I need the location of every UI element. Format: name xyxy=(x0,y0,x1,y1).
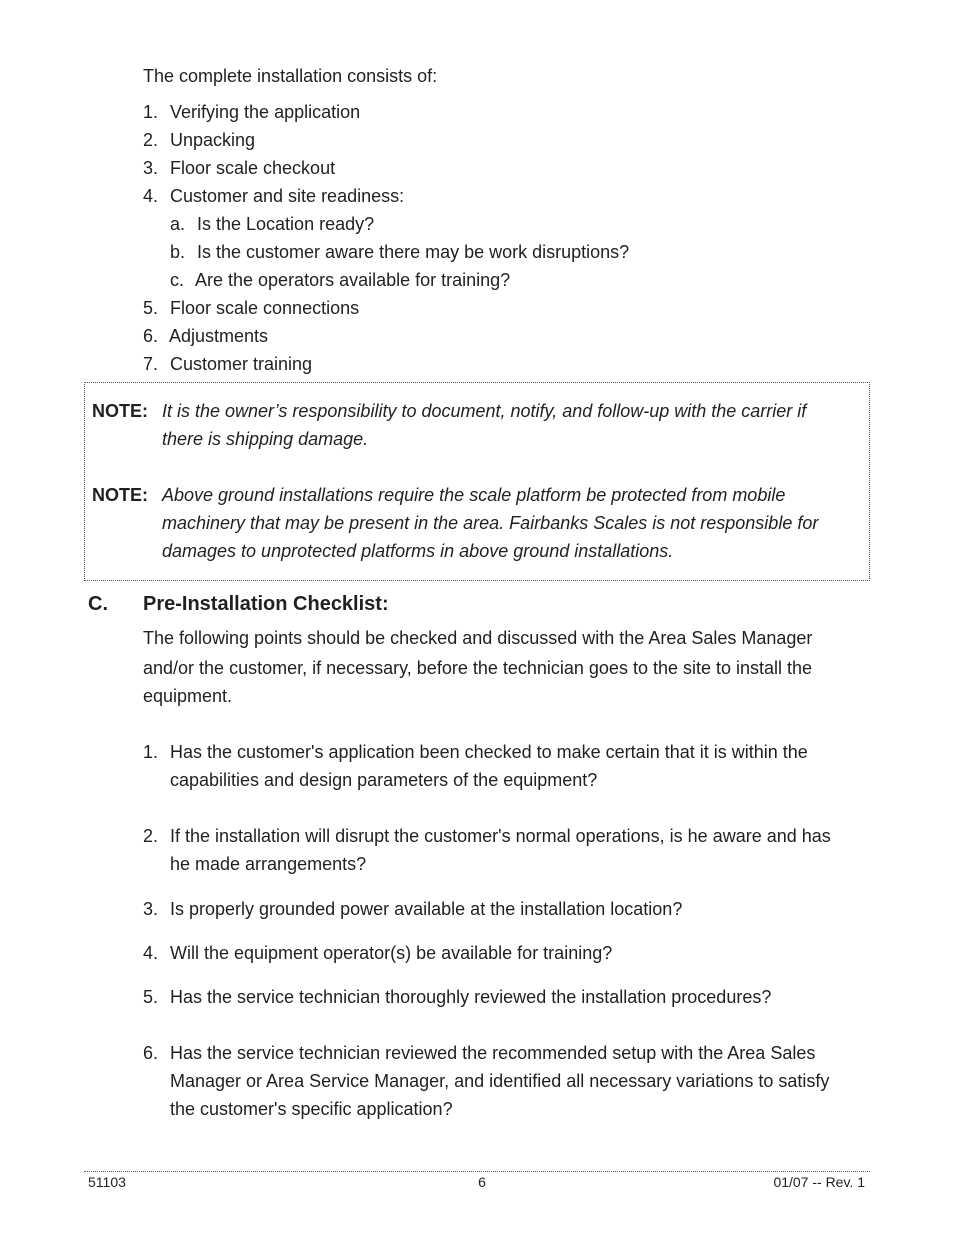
step-text: Floor scale checkout xyxy=(170,158,336,178)
step-text: Unpacking xyxy=(170,130,256,150)
section-title: Pre-Installation Checklist: xyxy=(143,593,389,615)
step-number: 3. xyxy=(143,158,159,178)
substep-letter: b. xyxy=(170,242,186,262)
checklist-text-line: Is properly grounded power available at the installation location? xyxy=(170,899,683,919)
note-text-line: there is shipping damage. xyxy=(162,429,369,449)
note-text-line: It is the owner’s responsibility to document, notify, and follow-up with the carrier if xyxy=(162,401,807,421)
checklist-number: 3. xyxy=(143,899,159,919)
checklist-number: 4. xyxy=(143,943,159,963)
intro-text: The complete installation consists of: xyxy=(143,66,438,86)
note-text-line: Above ground installations require the scale platform be protected from mobile xyxy=(162,485,786,505)
step-text: Customer training xyxy=(170,354,313,374)
step-text: Adjustments xyxy=(169,326,269,346)
substep-text: Is the Location ready? xyxy=(197,214,375,234)
substep-text: Are the operators available for training? xyxy=(195,270,511,290)
step-number: 1. xyxy=(143,102,159,122)
substep-letter: a. xyxy=(170,214,186,234)
checklist-number: 6. xyxy=(143,1043,159,1063)
note-text-line: machinery that may be present in the area. Fairbanks Scales is not responsible for xyxy=(162,513,819,533)
checklist-number: 1. xyxy=(143,742,159,762)
note-text-line: damages to unprotected platforms in above ground installations. xyxy=(162,541,674,561)
step-number: 5. xyxy=(143,298,159,318)
substep-letter: c. xyxy=(170,270,185,290)
footer-revision: 01/07 -- Rev. 1 xyxy=(773,1174,865,1190)
checklist-text-line: the customer's specific application? xyxy=(170,1099,453,1119)
footer-page-number: 6 xyxy=(478,1174,486,1190)
step-text: Floor scale connections xyxy=(170,298,360,318)
section-intro-line: equipment. xyxy=(143,686,233,706)
note-label: NOTE: xyxy=(92,401,148,421)
step-number: 2. xyxy=(143,130,159,150)
step-number: 7. xyxy=(143,354,159,374)
section-intro-line: and/or the customer, if necessary, before the technician goes to the site to install the xyxy=(143,658,813,678)
step-text: Verifying the application xyxy=(170,102,361,122)
checklist-text-line: he made arrangements? xyxy=(170,854,367,874)
note-label: NOTE: xyxy=(92,485,148,505)
step-number: 4. xyxy=(143,186,159,206)
checklist-text-line: capabilities and design parameters of the equipment? xyxy=(170,770,598,790)
checklist-text-line: Has the customer's application been checked to make certain that it is within the xyxy=(170,742,808,762)
substep-text: Is the customer aware there may be work disruptions? xyxy=(197,242,630,262)
step-number: 6. xyxy=(143,326,159,346)
footer-divider xyxy=(84,1171,870,1172)
checklist-text-line: Has the service technician reviewed the recommended setup with the Area Sales xyxy=(170,1043,816,1063)
footer-document-number: 51103 xyxy=(88,1174,126,1190)
section-letter: C. xyxy=(88,593,108,615)
step-text: Customer and site readiness: xyxy=(170,186,405,206)
checklist-text-line: If the installation will disrupt the customer's normal operations, is he aware and has xyxy=(170,826,831,846)
checklist-text-line: Manager or Area Service Manager, and identified all necessary variations to satisfy xyxy=(170,1071,830,1091)
checklist-text-line: Will the equipment operator(s) be available for training? xyxy=(170,943,613,963)
checklist-number: 2. xyxy=(143,826,159,846)
checklist-number: 5. xyxy=(143,987,159,1007)
section-intro-line: The following points should be checked and discussed with the Area Sales Manager xyxy=(143,628,813,648)
checklist-text-line: Has the service technician thoroughly reviewed the installation procedures? xyxy=(170,987,772,1007)
